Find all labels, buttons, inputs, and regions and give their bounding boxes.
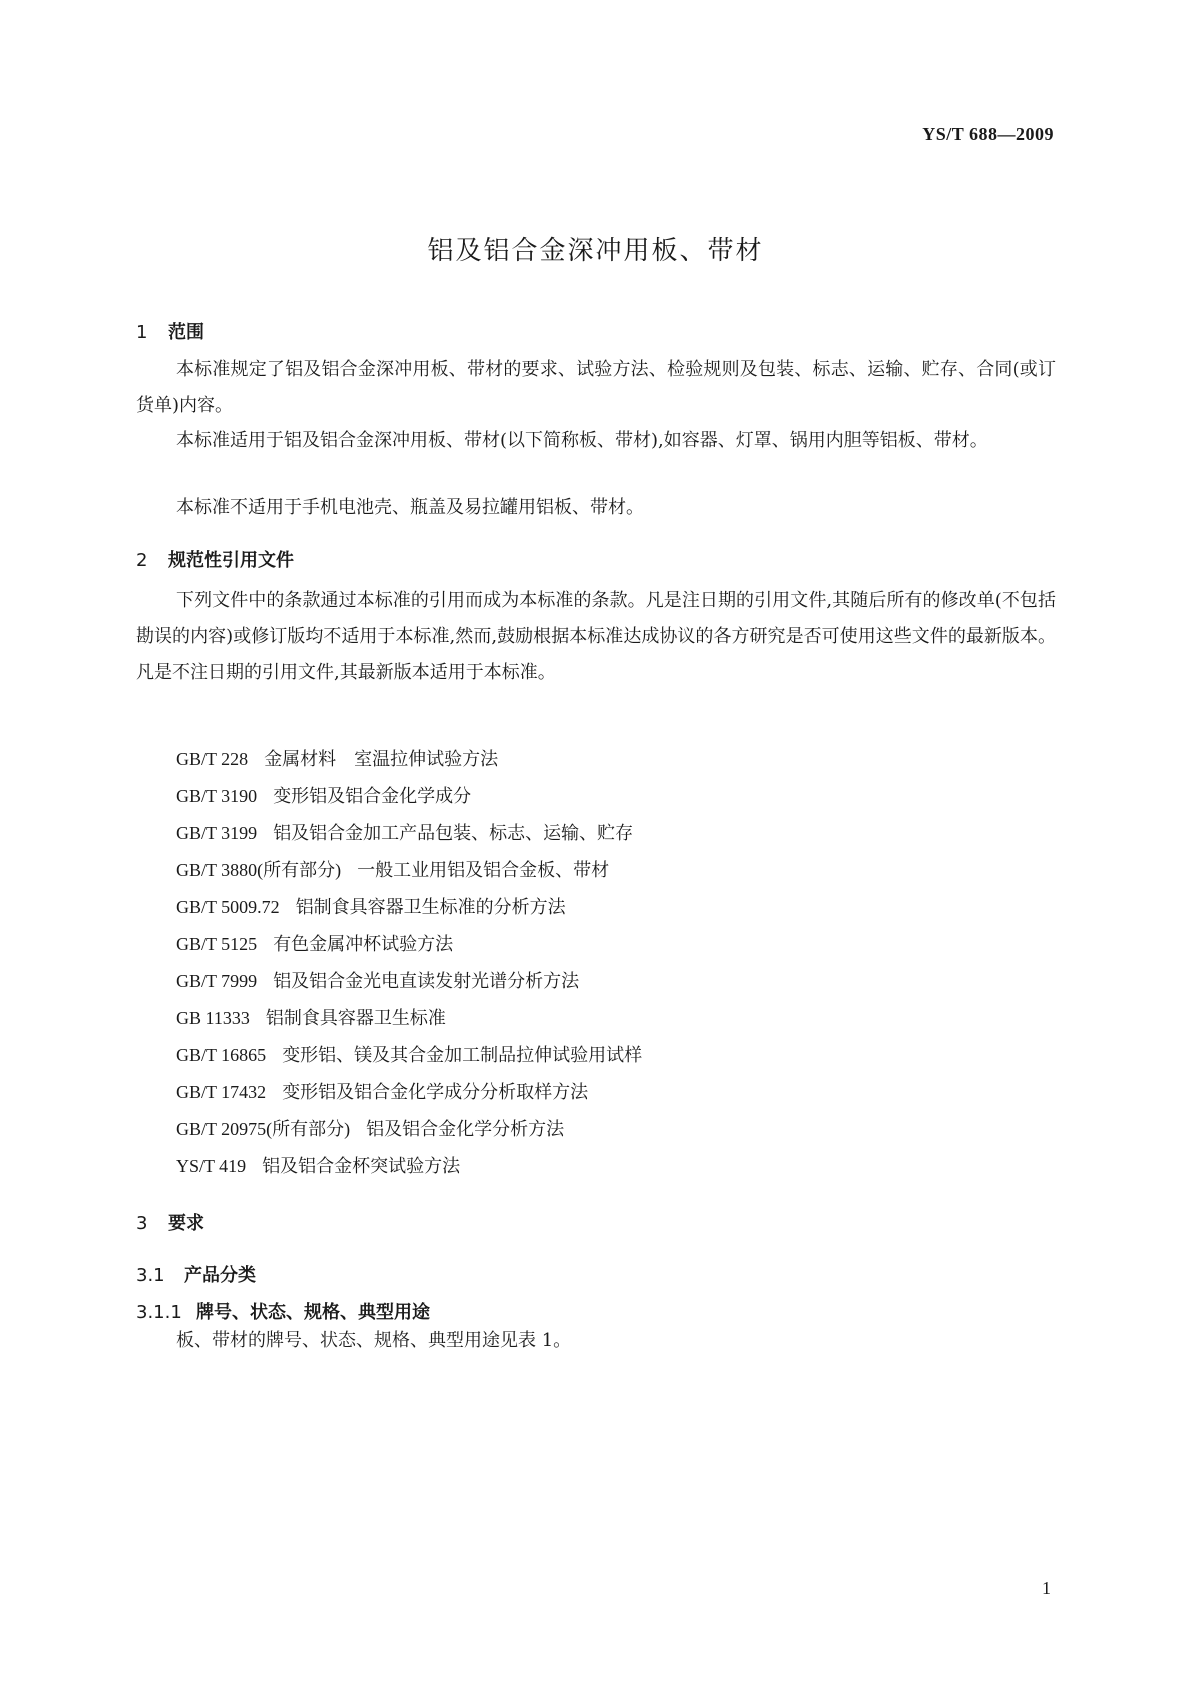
reference-title: 铝制食具容器卫生标准: [265, 1008, 446, 1029]
reference-title: 一般工业用铝及铝合金板、带材: [357, 860, 610, 881]
reference-item: [176, 1111, 642, 1148]
reference-code: GB/T 3190: [176, 786, 258, 806]
reference-title: 铝制食具容器卫生标准的分析方法: [295, 897, 566, 918]
reference-title: 铝及铝合金加工产品包装、标志、运输、贮存: [273, 823, 634, 844]
reference-title: 铝及铝合金杯突试验方法: [262, 1156, 461, 1177]
section-1-number: 1: [136, 322, 148, 343]
reference-code: GB/T 228: [176, 749, 249, 769]
document-title: 铝及铝合金深冲用板、带材: [427, 236, 764, 266]
section-3-1-1-number: 3.1.1: [136, 1302, 182, 1323]
reference-code: GB/T 16865: [176, 1045, 267, 1065]
reference-code: YS/T 419: [176, 1156, 247, 1176]
reference-title: 变形铝及铝合金化学成分分析取样方法: [282, 1082, 589, 1103]
reference-title: 变形铝及铝合金化学成分: [273, 786, 472, 807]
section-1-heading: [136, 318, 204, 344]
section-2-title: 规范性引用文件: [168, 550, 294, 571]
reference-code: GB/T 3199: [176, 823, 258, 843]
section-3-heading: [136, 1209, 204, 1235]
page-number: 1: [1042, 1578, 1051, 1598]
reference-title: 变形铝、镁及其合金加工制品拉伸试验用试样: [282, 1045, 643, 1066]
reference-title: 有色金属冲杯试验方法: [273, 934, 454, 955]
reference-item: [176, 1074, 642, 1111]
section-3-1-heading: [136, 1261, 256, 1287]
reference-title: 金属材料 室温拉伸试验方法: [264, 749, 499, 770]
section-3-1-number: 3.1: [136, 1265, 165, 1286]
section-1-paragraph-1: 本标准规定了铝及铝合金深冲用板、带材的要求、试验方法、检验规则及包装、标志、运输、贮存、合同(或订货单)内容。: [136, 359, 1056, 416]
section-2-heading: [136, 546, 294, 572]
section-2-intro: 下列文件中的条款通过本标准的引用而成为本标准的条款。凡是注日期的引用文件,其随后所有的修改单(不包括勘误的内容)或修订版均不适用于本标准,然而,鼓励根据本标准达成协议的各方研究是否可使用这些文件的最新版本。凡是不注日期的引用文件,其最新版本适用于本标准。: [136, 590, 1056, 683]
section-3-1-1-heading: [136, 1298, 430, 1324]
standard-code: YS/T 688—2009: [922, 124, 1054, 144]
reference-item: [176, 741, 642, 778]
reference-item: [176, 852, 642, 889]
section-3-1-1-title: 牌号、状态、规格、典型用途: [196, 1302, 430, 1323]
reference-code: GB/T 20975(所有部分): [176, 1119, 351, 1139]
section-1-title: 范围: [168, 322, 204, 343]
section-3-title: 要求: [168, 1213, 204, 1234]
reference-code: GB/T 3880(所有部分): [176, 860, 342, 880]
reference-code: GB 11333: [176, 1008, 250, 1028]
section-2-number: 2: [136, 550, 148, 571]
reference-item: [176, 889, 642, 926]
section-3-1-1-text: 板、带材的牌号、状态、规格、典型用途见表 1。: [176, 1330, 572, 1351]
section-3-number: 3: [136, 1213, 148, 1234]
reference-item: [176, 1148, 642, 1185]
section-3-1-title: 产品分类: [184, 1265, 256, 1286]
reference-list: [176, 741, 642, 1185]
reference-title: 铝及铝合金化学分析方法: [366, 1119, 565, 1140]
reference-code: GB/T 5009.72: [176, 897, 280, 917]
section-1-paragraph-3: 本标准不适用于手机电池壳、瓶盖及易拉罐用铝板、带材。: [176, 497, 644, 518]
reference-title: 铝及铝合金光电直读发射光谱分析方法: [273, 971, 580, 992]
reference-item: [176, 1000, 642, 1037]
section-1-paragraph-2: 本标准适用于铝及铝合金深冲用板、带材(以下简称板、带材),如容器、灯罩、锅用内胆等铝板、带材。: [176, 430, 988, 451]
reference-item: [176, 815, 642, 852]
reference-code: GB/T 5125: [176, 934, 258, 954]
reference-code: GB/T 7999: [176, 971, 258, 991]
reference-item: [176, 926, 642, 963]
reference-item: [176, 963, 642, 1000]
reference-item: [176, 1037, 642, 1074]
reference-item: [176, 778, 642, 815]
reference-code: GB/T 17432: [176, 1082, 267, 1102]
